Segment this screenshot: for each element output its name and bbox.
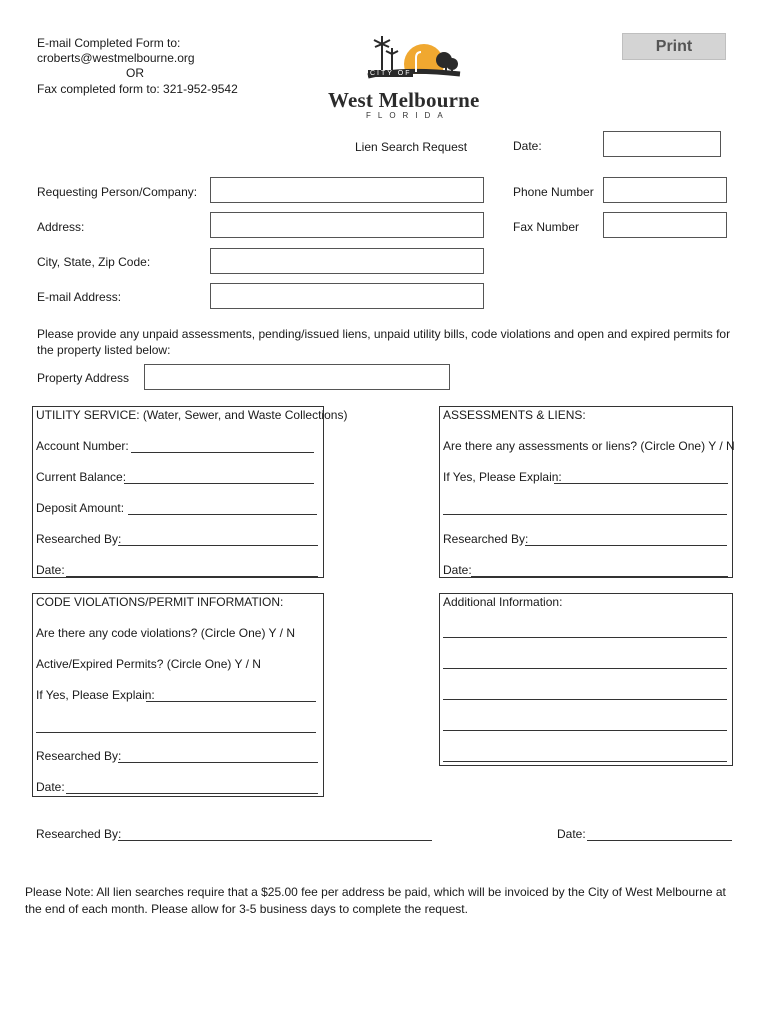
- code-researched-label: Researched By:: [36, 749, 122, 763]
- permits-question: Active/Expired Permits? (Circle One) Y / N: [36, 657, 261, 671]
- assessments-explain-label: If Yes, Please Explain:: [443, 470, 562, 484]
- assessments-question: Are there any assessments or liens? (Circle One) Y / N: [443, 439, 735, 453]
- phone-field[interactable]: [603, 177, 727, 203]
- code-explain-label: If Yes, Please Explain:: [36, 688, 155, 702]
- code-explain-line-2[interactable]: [36, 732, 316, 733]
- additional-heading: Additional Information:: [443, 595, 563, 609]
- assessments-heading: ASSESSMENTS & LIENS:: [443, 408, 586, 422]
- date-label: Date:: [513, 139, 542, 153]
- additional-line-4[interactable]: [443, 730, 727, 731]
- footer-date-label: Date:: [557, 827, 586, 841]
- current-balance-line[interactable]: [124, 483, 314, 484]
- code-explain-line[interactable]: [146, 701, 316, 702]
- requesting-field[interactable]: [210, 177, 484, 203]
- logo-city-of: CITY OF: [370, 70, 412, 77]
- additional-info-section: [439, 593, 733, 766]
- logo-state: FLORIDA: [366, 111, 450, 120]
- deposit-amount-line[interactable]: [128, 514, 317, 515]
- assessments-researched-label: Researched By:: [443, 532, 529, 546]
- additional-line-1[interactable]: [443, 637, 727, 638]
- phone-label: Phone Number: [513, 185, 594, 199]
- property-address-field[interactable]: [144, 364, 450, 390]
- fee-note: Please Note: All lien searches require that a $25.00 fee per address be paid, which will be invoiced by the City of West Melbourne at the end of each month. Please allow for 3-5 business days to complete the request.: [25, 885, 726, 916]
- form-title: Lien Search Request: [355, 140, 468, 154]
- city-logo-graphic: [364, 32, 464, 92]
- email-address: croberts@westmelbourne.org: [37, 51, 195, 65]
- additional-line-3[interactable]: [443, 699, 727, 700]
- code-researched-line[interactable]: [118, 762, 318, 763]
- deposit-amount-label: Deposit Amount:: [36, 501, 125, 515]
- account-number-label: Account Number:: [36, 439, 129, 453]
- utility-researched-line[interactable]: [118, 545, 318, 546]
- city-state-zip-field[interactable]: [210, 248, 484, 274]
- email-label: E-mail Address:: [37, 290, 122, 304]
- fax-field[interactable]: [603, 212, 727, 238]
- footer-date-line[interactable]: [587, 840, 732, 841]
- code-violations-question: Are there any code violations? (Circle One) Y / N: [36, 626, 296, 640]
- instructions-text: Please provide any unpaid assessments, pending/issued liens, unpaid utility bills, code violations and open and expired permits for the property listed below:: [37, 327, 731, 357]
- account-number-line[interactable]: [131, 452, 314, 453]
- code-date-label: Date:: [36, 780, 65, 794]
- assessments-date-line[interactable]: [471, 576, 728, 577]
- code-date-line[interactable]: [66, 793, 318, 794]
- utility-date-label: Date:: [36, 563, 65, 577]
- property-address-label: Property Address: [37, 371, 130, 385]
- fax-instruction: Fax completed form to: 321-952-9542: [37, 82, 238, 96]
- footer-researched-label: Researched By:: [36, 827, 122, 841]
- assessments-explain-line-2[interactable]: [443, 514, 727, 515]
- email-field[interactable]: [210, 283, 484, 309]
- date-field[interactable]: [603, 131, 721, 157]
- address-field[interactable]: [210, 212, 484, 238]
- logo-city-name: West Melbourne: [328, 88, 480, 112]
- or-text: OR: [126, 66, 144, 80]
- print-button[interactable]: Print: [622, 33, 726, 60]
- utility-researched-label: Researched By:: [36, 532, 122, 546]
- utility-section: [32, 406, 324, 578]
- requesting-label: Requesting Person/Company:: [37, 185, 198, 199]
- footer-researched-line[interactable]: [118, 840, 432, 841]
- code-heading: CODE VIOLATIONS/PERMIT INFORMATION:: [36, 595, 284, 609]
- utility-date-line[interactable]: [66, 576, 318, 577]
- current-balance-label: Current Balance:: [36, 470, 127, 484]
- assessments-date-label: Date:: [443, 563, 472, 577]
- city-state-zip-label: City, State, Zip Code:: [37, 255, 151, 269]
- additional-line-5[interactable]: [443, 761, 727, 762]
- email-instruction: E-mail Completed Form to:: [37, 36, 181, 50]
- assessments-researched-line[interactable]: [525, 545, 727, 546]
- assessments-section: [439, 406, 733, 578]
- utility-heading: UTILITY SERVICE: (Water, Sewer, and Waste Collections): [36, 408, 348, 422]
- additional-line-2[interactable]: [443, 668, 727, 669]
- address-label: Address:: [37, 220, 85, 234]
- fax-label: Fax Number: [513, 220, 580, 234]
- assessments-explain-line[interactable]: [554, 483, 728, 484]
